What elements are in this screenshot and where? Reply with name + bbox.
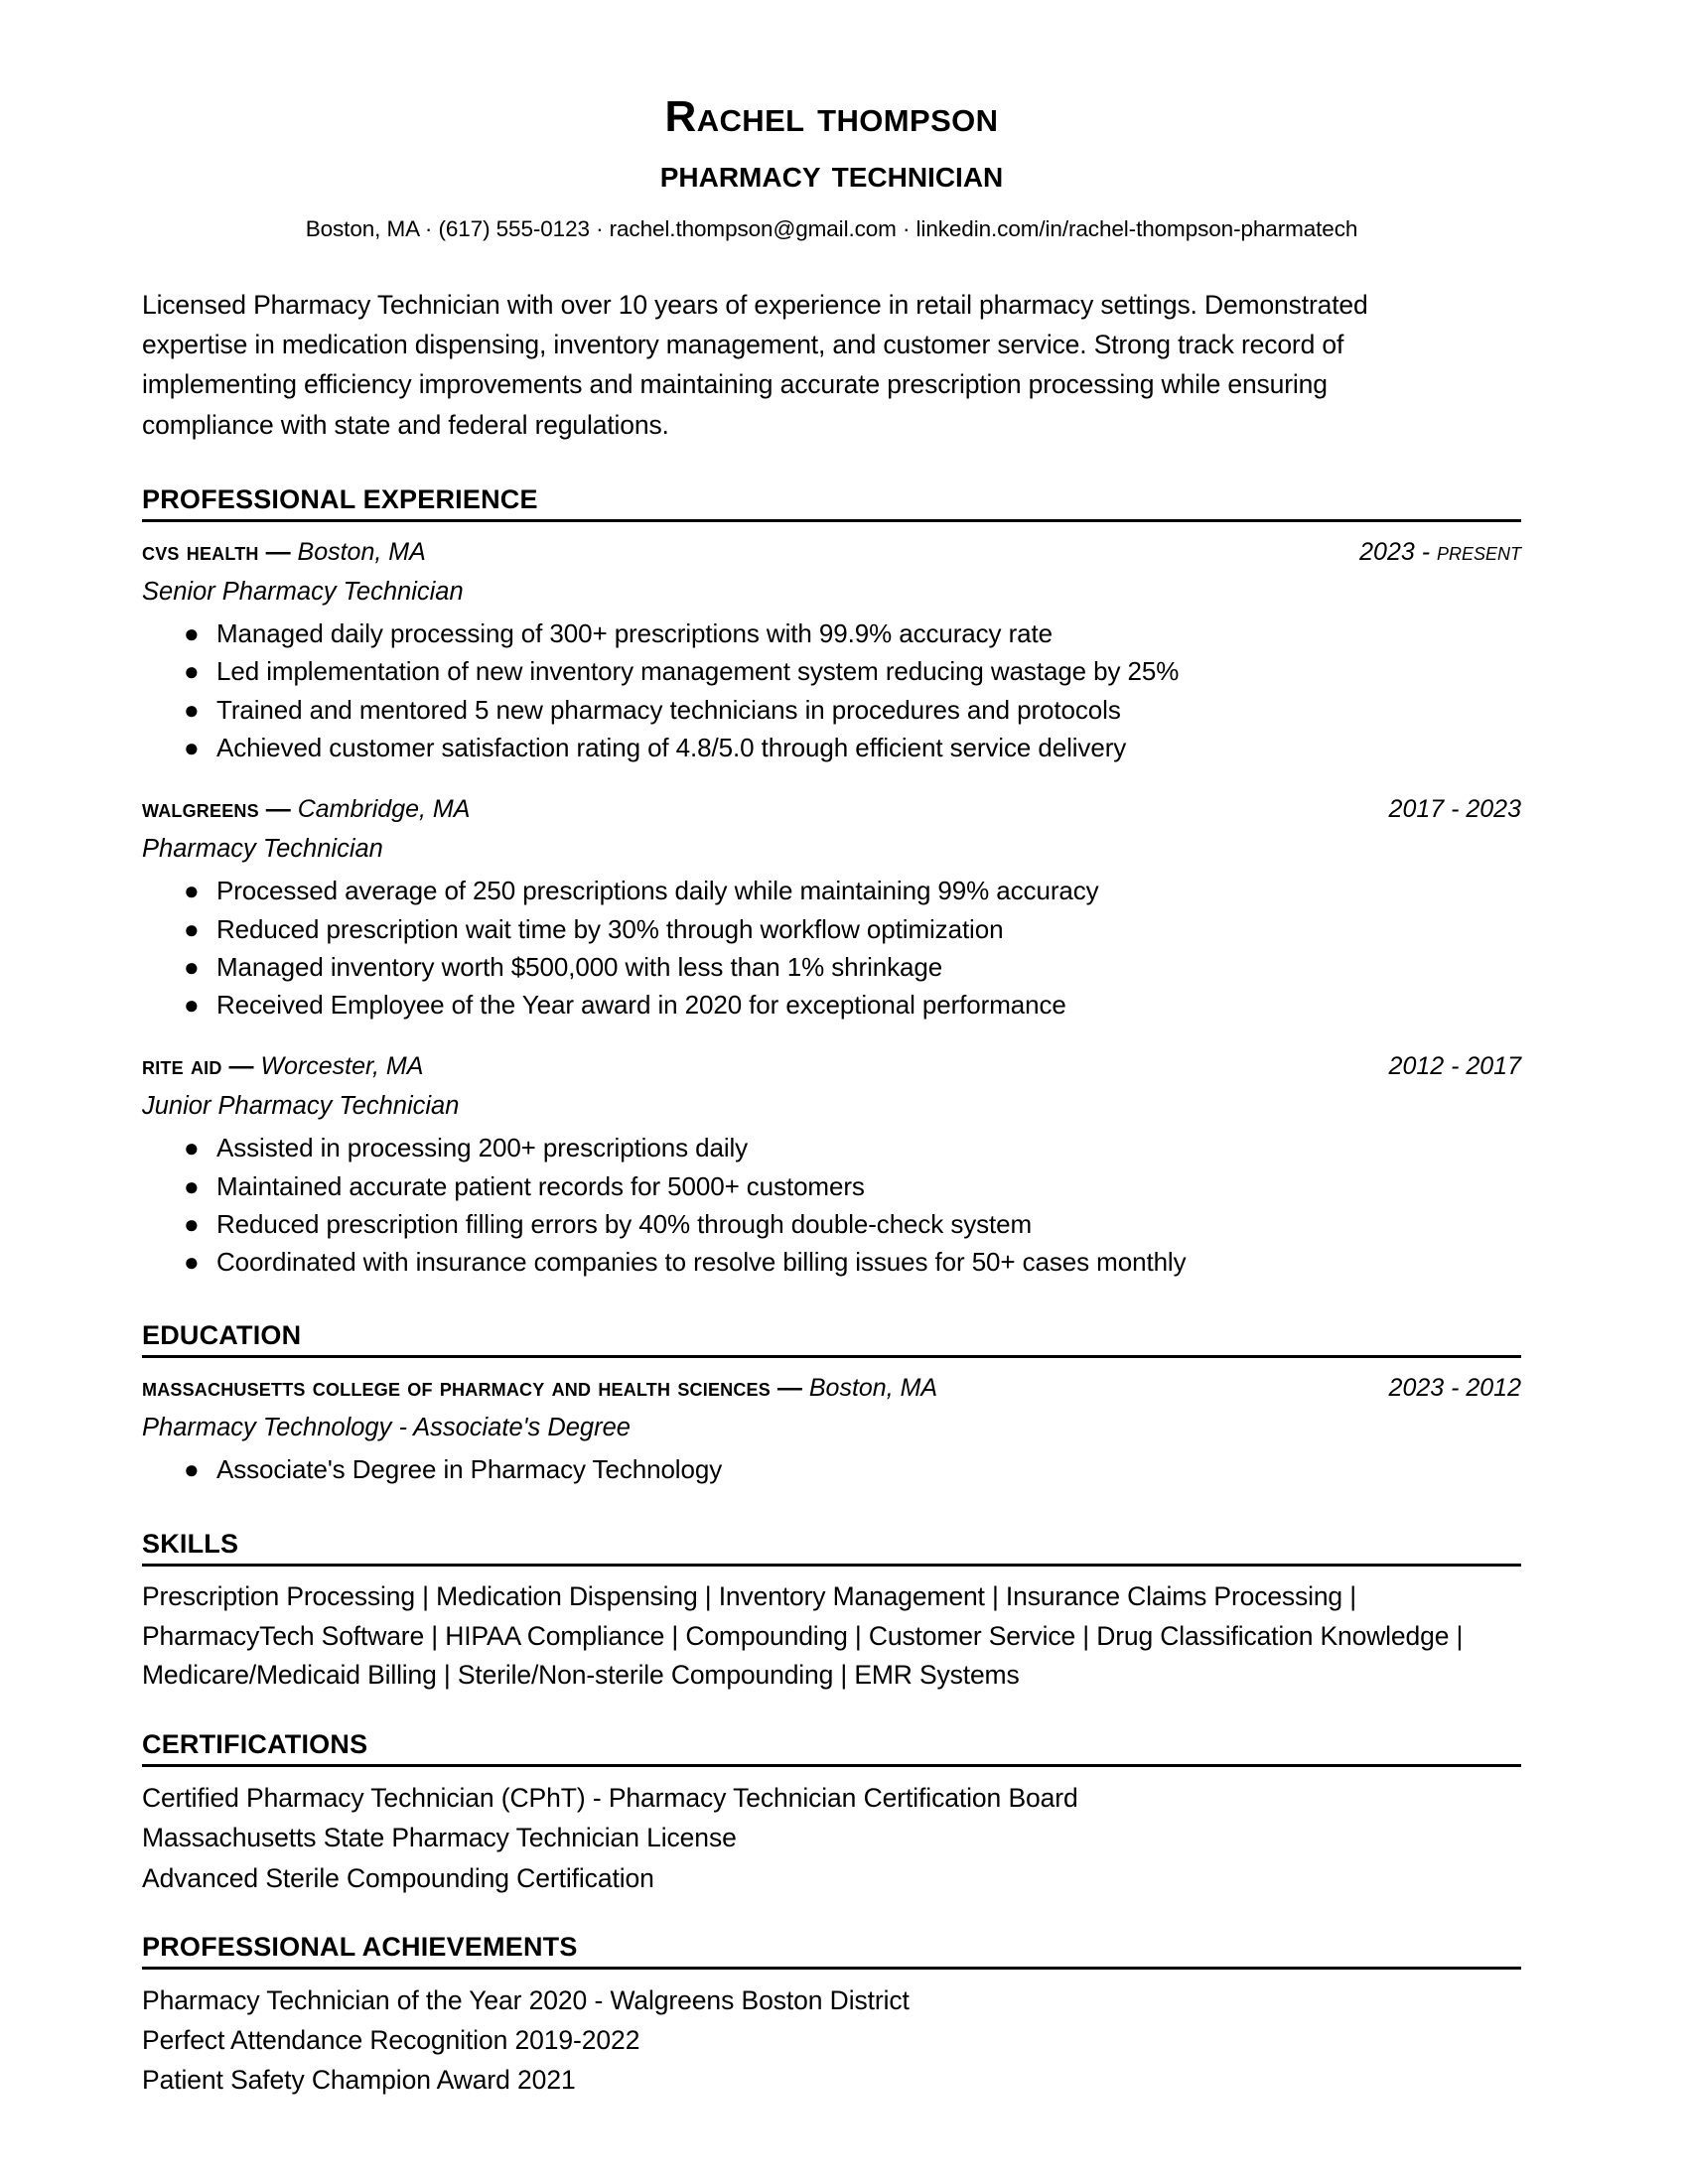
resume-entry [142, 1372, 1521, 1488]
bullet-item [142, 614, 1521, 652]
professional-summary: Licensed Pharmacy Technician with over 10 years of experience in retail pharmacy settings. Demonstrated expertise in medication dispensing, inventory management, and customer service. Strong track record of implementing efficiency improvements and maintaining accurate prescription processing while ensuring compliance with state and federal regulations. [142, 289, 1368, 440]
entry-separator: — [258, 538, 298, 567]
bullet-text: Trained and mentored 5 new pharmacy technicians in procedures and protocols [216, 694, 1121, 725]
entry-bullet-list [142, 1450, 1521, 1488]
candidate-name: Rachel thompson [664, 92, 999, 141]
bullet-item [142, 986, 1521, 1024]
entry-organization: cvs health [142, 538, 259, 567]
achievements-list [142, 1980, 1521, 2101]
resume-entry [142, 536, 1521, 766]
bullet-item [142, 948, 1521, 986]
entry-header-row [142, 1050, 1521, 1083]
list-item: Certified Pharmacy Technician (CPhT) - Pharmacy Technician Certification Board [142, 1783, 1078, 1814]
section-skills [142, 1529, 1521, 1696]
bullet-item [142, 1243, 1521, 1281]
entry-header-row [142, 536, 1521, 569]
bullet-text: Led implementation of new inventory management system reducing wastage by 25% [216, 656, 1180, 687]
resume-header [142, 91, 1521, 243]
entry-location: Worcester, MA [260, 1052, 424, 1081]
entry-header-row [142, 793, 1521, 826]
education-entry-list [142, 1372, 1521, 1488]
section-heading-certifications: CERTIFICATIONS [142, 1729, 1521, 1767]
bullet-text: Maintained accurate patient records for 5000+ customers [216, 1170, 865, 1201]
section-experience [142, 484, 1521, 1281]
list-item: Massachusetts State Pharmacy Technician License [142, 1823, 737, 1853]
bullet-dot-icon: ● [184, 732, 200, 762]
bullet-text: Reduced prescription filling errors by 40% through double-check system [216, 1208, 1033, 1239]
bullet-text: Reduced prescription wait time by 30% through workflow optimization [216, 913, 1004, 944]
contact-line: Boston, MA · (617) 555-0123 · rachel.thompson@gmail.com · linkedin.com/in/rachel-thompson-pharmatech [305, 215, 1358, 241]
entry-header-row [142, 1372, 1521, 1405]
entry-location: Boston, MA [297, 538, 426, 567]
skills-text: Prescription Processing | Medication Dispensing | Inventory Management | Insurance Claims Processing | PharmacyTech Software | HIPAA Compliance | Compounding | Customer Service | Drug Classification Knowledge | Medicare/Medicaid Billing | Sterile/Non-sterile Compounding | EMR Systems [142, 1580, 1464, 1691]
bullet-item [142, 729, 1521, 766]
bullet-text: Associate's Degree in Pharmacy Technology [216, 1454, 723, 1485]
bullet-item [142, 1167, 1521, 1205]
bullet-dot-icon: ● [184, 656, 200, 687]
entry-date-range: 2012 - 2017 [1388, 1052, 1521, 1081]
section-heading-achievements: PROFESSIONAL ACHIEVEMENTS [142, 1932, 1521, 1970]
entry-role-title: Pharmacy Technology - Associate's Degree [142, 1413, 631, 1441]
bullet-dot-icon: ● [184, 694, 200, 725]
entry-separator: — [221, 1052, 261, 1081]
entry-role-title: Junior Pharmacy Technician [142, 1091, 460, 1120]
entry-role-title: Senior Pharmacy Technician [142, 577, 464, 606]
bullet-dot-icon: ● [184, 876, 200, 906]
bullet-dot-icon: ● [184, 1133, 200, 1163]
entry-organization-line [142, 536, 1336, 569]
section-education [142, 1320, 1521, 1488]
list-item: Pharmacy Technician of the Year 2020 - Walgreens Boston District [142, 1984, 910, 2015]
entry-date-range: 2023 - 2012 [1388, 1374, 1521, 1403]
bullet-dot-icon: ● [184, 989, 200, 1020]
bullet-text: Coordinated with insurance companies to resolve billing issues for 50+ cases monthly [216, 1247, 1187, 1278]
list-item: Advanced Sterile Compounding Certification [142, 1862, 654, 1893]
entry-role-title: Pharmacy Technician [142, 834, 383, 863]
entry-organization: massachusetts college of pharmacy and health sciences [142, 1374, 771, 1403]
entry-bullet-list [142, 614, 1521, 766]
bullet-text: Achieved customer satisfaction rating of 4.8/5.0 through efficient service delivery [216, 732, 1127, 762]
list-item: Patient Safety Champion Award 2021 [142, 2065, 576, 2096]
bullet-item [142, 910, 1521, 948]
entry-organization-line [142, 1050, 1365, 1083]
section-heading-education: EDUCATION [142, 1320, 1521, 1358]
bullet-text: Received Employee of the Year award in 2020 for exceptional performance [216, 989, 1066, 1020]
entry-separator: — [770, 1374, 809, 1403]
entry-organization: rite aid [142, 1052, 222, 1081]
bullet-item [142, 691, 1521, 729]
section-heading-skills: SKILLS [142, 1529, 1521, 1567]
bullet-text: Assisted in processing 200+ prescriptions daily [216, 1133, 749, 1163]
entry-date-range: 2017 - 2023 [1388, 795, 1521, 824]
experience-entry-list [142, 536, 1521, 1281]
bullet-dot-icon: ● [184, 1454, 200, 1485]
bullet-dot-icon: ● [184, 1170, 200, 1201]
bullet-text: Processed average of 250 prescriptions daily while maintaining 99% accuracy [216, 876, 1099, 906]
bullet-dot-icon: ● [184, 951, 200, 982]
bullet-dot-icon: ● [184, 913, 200, 944]
bullet-dot-icon: ● [184, 1247, 200, 1278]
bullet-item [142, 872, 1521, 909]
section-certifications [142, 1729, 1521, 1898]
entry-date-range: 2023 - present [1359, 538, 1521, 567]
entry-bullet-list [142, 872, 1521, 1024]
entry-bullet-list [142, 1129, 1521, 1281]
bullet-item [142, 652, 1521, 690]
entry-separator: — [258, 795, 298, 824]
section-heading-experience: PROFESSIONAL EXPERIENCE [142, 484, 1521, 522]
bullet-text: Managed daily processing of 300+ prescriptions with 99.9% accuracy rate [216, 618, 1053, 649]
bullet-text: Managed inventory worth $500,000 with less than 1% shrinkage [216, 951, 943, 982]
entry-location: Cambridge, MA [297, 795, 471, 824]
entry-organization-line [142, 793, 1365, 826]
entry-location: Boston, MA [808, 1374, 938, 1403]
bullet-item [142, 1129, 1521, 1166]
list-item: Perfect Attendance Recognition 2019-2022 [142, 2025, 640, 2056]
candidate-title: pharmacy technician [659, 151, 1004, 196]
section-achievements [142, 1932, 1521, 2101]
bullet-item [142, 1205, 1521, 1243]
bullet-item [142, 1450, 1521, 1488]
resume-entry [142, 1050, 1521, 1281]
resume-entry [142, 793, 1521, 1024]
entry-organization: walgreens [142, 795, 259, 824]
bullet-dot-icon: ● [184, 1208, 200, 1239]
certifications-list [142, 1778, 1521, 1898]
entry-organization-line [142, 1372, 1365, 1405]
bullet-dot-icon: ● [184, 618, 200, 649]
